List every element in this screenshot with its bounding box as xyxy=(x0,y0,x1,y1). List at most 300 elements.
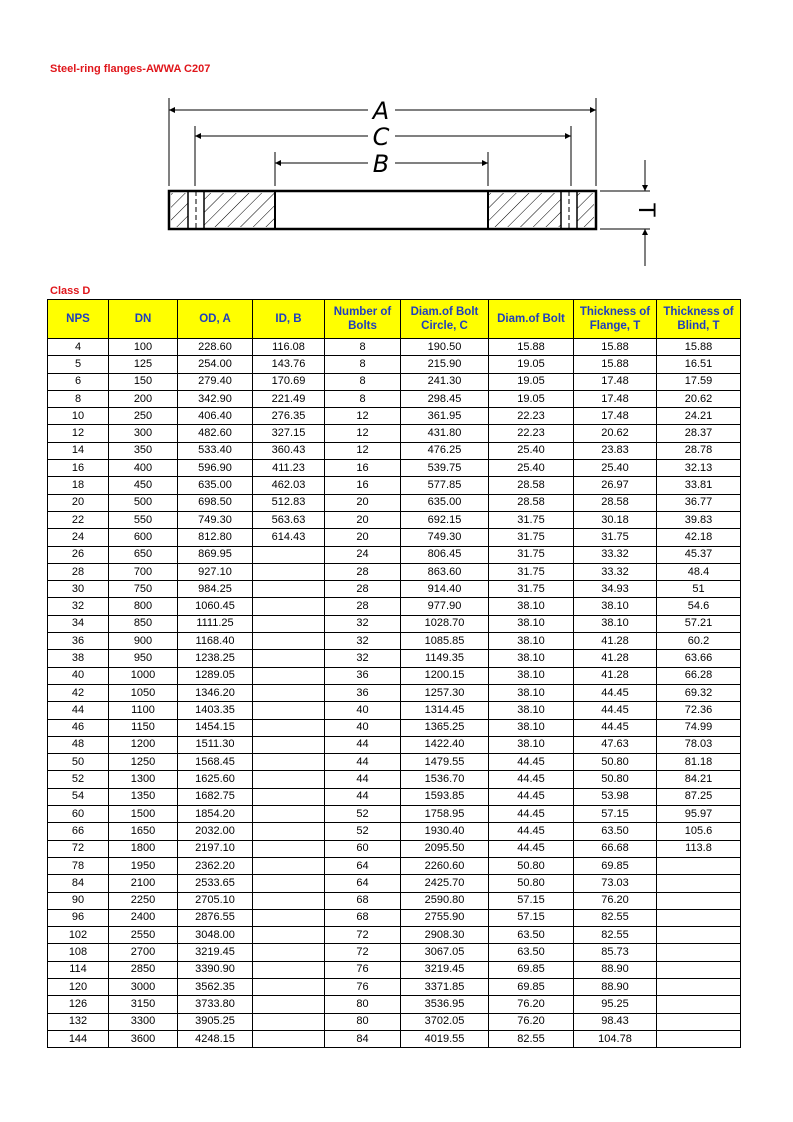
cell-bolt-circle: 431.80 xyxy=(401,425,489,442)
cell-id xyxy=(253,563,325,580)
cell-blind-thickness xyxy=(657,944,741,961)
cell-bolt-diameter: 38.10 xyxy=(489,667,574,684)
cell-blind-thickness: 57.21 xyxy=(657,615,741,632)
cell-bolt-diameter: 63.50 xyxy=(489,927,574,944)
cell-dn: 3000 xyxy=(109,978,178,995)
cell-blind-thickness xyxy=(657,978,741,995)
table-row xyxy=(48,840,741,857)
cell-bolt-circle: 476.25 xyxy=(401,442,489,459)
cell-blind-thickness: 36.77 xyxy=(657,494,741,511)
cell-bolt-count: 36 xyxy=(325,684,401,701)
cell-od: 406.40 xyxy=(178,408,253,425)
cell-dn: 2400 xyxy=(109,909,178,926)
cell-nps: 38 xyxy=(48,650,109,667)
cell-dn: 700 xyxy=(109,563,178,580)
cell-bolt-circle: 1758.95 xyxy=(401,806,489,823)
dimension-a-label: A xyxy=(372,97,390,125)
dimension-t-label: T xyxy=(633,203,658,217)
cell-blind-thickness: 69.32 xyxy=(657,684,741,701)
cell-nps: 126 xyxy=(48,996,109,1013)
cell-blind-thickness: 42.18 xyxy=(657,529,741,546)
cell-id: 116.08 xyxy=(253,339,325,356)
cell-id xyxy=(253,615,325,632)
cell-bolt-circle: 4019.55 xyxy=(401,1030,489,1047)
cell-dn: 850 xyxy=(109,615,178,632)
cell-bolt-circle: 1314.45 xyxy=(401,702,489,719)
table-row xyxy=(48,788,741,805)
cell-blind-thickness: 48.4 xyxy=(657,563,741,580)
cell-blind-thickness: 20.62 xyxy=(657,390,741,407)
cell-flange-thickness: 41.28 xyxy=(574,667,657,684)
cell-bolt-count: 84 xyxy=(325,1030,401,1047)
table-row xyxy=(48,339,741,356)
cell-bolt-diameter: 28.58 xyxy=(489,477,574,494)
cell-bolt-count: 8 xyxy=(325,356,401,373)
cell-blind-thickness: 54.6 xyxy=(657,598,741,615)
cell-od: 3048.00 xyxy=(178,927,253,944)
cell-bolt-count: 52 xyxy=(325,806,401,823)
cell-bolt-diameter: 44.45 xyxy=(489,806,574,823)
cell-blind-thickness xyxy=(657,857,741,874)
cell-od: 533.40 xyxy=(178,442,253,459)
cell-bolt-count: 64 xyxy=(325,875,401,892)
table-row xyxy=(48,494,741,511)
table-row xyxy=(48,823,741,840)
cell-nps: 114 xyxy=(48,961,109,978)
cell-bolt-circle: 298.45 xyxy=(401,390,489,407)
cell-bolt-circle: 3536.95 xyxy=(401,996,489,1013)
cell-flange-thickness: 30.18 xyxy=(574,511,657,528)
cell-flange-thickness: 98.43 xyxy=(574,1013,657,1030)
cell-nps: 36 xyxy=(48,633,109,650)
cell-dn: 750 xyxy=(109,581,178,598)
cell-bolt-circle: 3219.45 xyxy=(401,961,489,978)
cell-bolt-diameter: 19.05 xyxy=(489,390,574,407)
table-row xyxy=(48,408,741,425)
cell-flange-thickness: 26.97 xyxy=(574,477,657,494)
cell-bolt-count: 76 xyxy=(325,978,401,995)
cell-bolt-circle: 2260.60 xyxy=(401,857,489,874)
cell-dn: 250 xyxy=(109,408,178,425)
cell-od: 812.80 xyxy=(178,529,253,546)
cell-bolt-count: 12 xyxy=(325,408,401,425)
cell-nps: 108 xyxy=(48,944,109,961)
cell-dn: 3150 xyxy=(109,996,178,1013)
cell-bolt-diameter: 44.45 xyxy=(489,788,574,805)
cell-bolt-diameter: 31.75 xyxy=(489,581,574,598)
table-row xyxy=(48,857,741,874)
cell-bolt-diameter: 63.50 xyxy=(489,944,574,961)
cell-od: 228.60 xyxy=(178,339,253,356)
cell-bolt-diameter: 22.23 xyxy=(489,425,574,442)
cell-flange-thickness: 73.03 xyxy=(574,875,657,892)
cell-blind-thickness: 16.51 xyxy=(657,356,741,373)
cell-od: 698.50 xyxy=(178,494,253,511)
cell-id xyxy=(253,996,325,1013)
cell-od: 1060.45 xyxy=(178,598,253,615)
cell-id xyxy=(253,684,325,701)
cell-flange-thickness: 47.63 xyxy=(574,736,657,753)
cell-bolt-diameter: 50.80 xyxy=(489,857,574,874)
cell-bolt-count: 68 xyxy=(325,892,401,909)
cell-od: 2197.10 xyxy=(178,840,253,857)
cell-dn: 150 xyxy=(109,373,178,390)
cell-dn: 2700 xyxy=(109,944,178,961)
cell-nps: 54 xyxy=(48,788,109,805)
header-id: ID, B xyxy=(253,300,325,339)
cell-nps: 22 xyxy=(48,511,109,528)
cell-bolt-diameter: 38.10 xyxy=(489,633,574,650)
table-row xyxy=(48,373,741,390)
cell-dn: 1050 xyxy=(109,684,178,701)
cell-blind-thickness: 78.03 xyxy=(657,736,741,753)
cell-bolt-count: 36 xyxy=(325,667,401,684)
cell-id xyxy=(253,875,325,892)
table-row xyxy=(48,529,741,546)
table-row xyxy=(48,667,741,684)
cell-dn: 650 xyxy=(109,546,178,563)
cell-bolt-count: 44 xyxy=(325,771,401,788)
cell-dn: 550 xyxy=(109,511,178,528)
cell-od: 1854.20 xyxy=(178,806,253,823)
cell-id xyxy=(253,546,325,563)
cell-flange-thickness: 25.40 xyxy=(574,460,657,477)
table-row xyxy=(48,961,741,978)
cell-flange-thickness: 44.45 xyxy=(574,684,657,701)
cell-bolt-circle: 2425.70 xyxy=(401,875,489,892)
cell-flange-thickness: 82.55 xyxy=(574,909,657,926)
cell-dn: 1650 xyxy=(109,823,178,840)
cell-bolt-circle: 2590.80 xyxy=(401,892,489,909)
cell-flange-thickness: 95.25 xyxy=(574,996,657,1013)
cell-bolt-diameter: 19.05 xyxy=(489,356,574,373)
cell-bolt-diameter: 31.75 xyxy=(489,529,574,546)
cell-bolt-circle: 2095.50 xyxy=(401,840,489,857)
cell-bolt-count: 80 xyxy=(325,996,401,1013)
cell-id xyxy=(253,581,325,598)
cell-bolt-circle: 2755.90 xyxy=(401,909,489,926)
cell-blind-thickness xyxy=(657,1030,741,1047)
cell-bolt-circle: 635.00 xyxy=(401,494,489,511)
cell-dn: 600 xyxy=(109,529,178,546)
table-row xyxy=(48,1030,741,1047)
cell-od: 1568.45 xyxy=(178,754,253,771)
cell-od: 1403.35 xyxy=(178,702,253,719)
cell-flange-thickness: 57.15 xyxy=(574,806,657,823)
cell-id xyxy=(253,892,325,909)
cell-id: 143.76 xyxy=(253,356,325,373)
cell-nps: 72 xyxy=(48,840,109,857)
table-row xyxy=(48,702,741,719)
cell-id: 411.23 xyxy=(253,460,325,477)
cell-od: 1454.15 xyxy=(178,719,253,736)
cell-id xyxy=(253,909,325,926)
cell-od: 3219.45 xyxy=(178,944,253,961)
table-row xyxy=(48,978,741,995)
cell-blind-thickness xyxy=(657,892,741,909)
cell-dn: 450 xyxy=(109,477,178,494)
cell-bolt-count: 52 xyxy=(325,823,401,840)
cell-bolt-diameter: 25.40 xyxy=(489,442,574,459)
cell-bolt-count: 32 xyxy=(325,650,401,667)
cell-id xyxy=(253,944,325,961)
flange-diagram xyxy=(150,88,670,270)
cell-dn: 1350 xyxy=(109,788,178,805)
cell-flange-thickness: 66.68 xyxy=(574,840,657,857)
cell-bolt-count: 28 xyxy=(325,563,401,580)
cell-flange-thickness: 15.88 xyxy=(574,339,657,356)
table-row xyxy=(48,892,741,909)
table-row xyxy=(48,1013,741,1030)
cell-bolt-diameter: 28.58 xyxy=(489,494,574,511)
cell-od: 749.30 xyxy=(178,511,253,528)
cell-dn: 100 xyxy=(109,339,178,356)
cell-bolt-count: 44 xyxy=(325,754,401,771)
table-row xyxy=(48,996,741,1013)
cell-flange-thickness: 41.28 xyxy=(574,650,657,667)
cell-od: 3390.90 xyxy=(178,961,253,978)
cell-flange-thickness: 17.48 xyxy=(574,408,657,425)
cell-bolt-count: 32 xyxy=(325,633,401,650)
cell-bolt-circle: 241.30 xyxy=(401,373,489,390)
table-row xyxy=(48,546,741,563)
table-row xyxy=(48,460,741,477)
cell-blind-thickness: 51 xyxy=(657,581,741,598)
table-body xyxy=(48,339,741,1048)
cell-dn: 2550 xyxy=(109,927,178,944)
cell-bolt-count: 40 xyxy=(325,702,401,719)
table-row xyxy=(48,356,741,373)
table-row xyxy=(48,650,741,667)
cell-dn: 1300 xyxy=(109,771,178,788)
dimension-b-label: B xyxy=(372,150,390,178)
cell-id xyxy=(253,857,325,874)
cell-dn: 1950 xyxy=(109,857,178,874)
cell-od: 3905.25 xyxy=(178,1013,253,1030)
cell-bolt-circle: 749.30 xyxy=(401,529,489,546)
cell-blind-thickness: 39.83 xyxy=(657,511,741,528)
cell-blind-thickness xyxy=(657,996,741,1013)
cell-od: 1111.25 xyxy=(178,615,253,632)
cell-flange-thickness: 33.32 xyxy=(574,546,657,563)
cell-bolt-circle: 215.90 xyxy=(401,356,489,373)
cell-blind-thickness: 45.37 xyxy=(657,546,741,563)
cell-bolt-circle: 692.15 xyxy=(401,511,489,528)
cell-bolt-diameter: 44.45 xyxy=(489,823,574,840)
cell-bolt-circle: 1422.40 xyxy=(401,736,489,753)
cell-od: 1682.75 xyxy=(178,788,253,805)
cell-dn: 300 xyxy=(109,425,178,442)
cell-nps: 6 xyxy=(48,373,109,390)
cell-nps: 28 xyxy=(48,563,109,580)
cell-bolt-count: 20 xyxy=(325,494,401,511)
table-row xyxy=(48,875,741,892)
table-row xyxy=(48,425,741,442)
cell-blind-thickness: 105.6 xyxy=(657,823,741,840)
cell-flange-thickness: 34.93 xyxy=(574,581,657,598)
cell-bolt-diameter: 44.45 xyxy=(489,840,574,857)
cell-nps: 90 xyxy=(48,892,109,909)
cell-bolt-diameter: 57.15 xyxy=(489,909,574,926)
cell-od: 342.90 xyxy=(178,390,253,407)
cell-bolt-count: 44 xyxy=(325,736,401,753)
cell-dn: 1100 xyxy=(109,702,178,719)
cell-blind-thickness xyxy=(657,1013,741,1030)
cell-blind-thickness: 74.99 xyxy=(657,719,741,736)
cell-flange-thickness: 20.62 xyxy=(574,425,657,442)
table-row xyxy=(48,771,741,788)
cell-od: 1511.30 xyxy=(178,736,253,753)
cell-flange-thickness: 23.83 xyxy=(574,442,657,459)
cell-od: 635.00 xyxy=(178,477,253,494)
cell-nps: 84 xyxy=(48,875,109,892)
flange-section xyxy=(169,191,596,229)
cell-dn: 400 xyxy=(109,460,178,477)
cell-od: 3562.35 xyxy=(178,978,253,995)
cell-bolt-circle: 1930.40 xyxy=(401,823,489,840)
header-bolt-count: Number of Bolts xyxy=(325,300,401,339)
cell-id xyxy=(253,840,325,857)
cell-bolt-count: 12 xyxy=(325,425,401,442)
cell-blind-thickness xyxy=(657,927,741,944)
cell-bolt-diameter: 76.20 xyxy=(489,996,574,1013)
cell-bolt-count: 64 xyxy=(325,857,401,874)
cell-dn: 125 xyxy=(109,356,178,373)
cell-nps: 50 xyxy=(48,754,109,771)
header-bolt-circle: Diam.of Bolt Circle, C xyxy=(401,300,489,339)
cell-id xyxy=(253,633,325,650)
cell-blind-thickness: 24.21 xyxy=(657,408,741,425)
cell-id xyxy=(253,771,325,788)
cell-nps: 144 xyxy=(48,1030,109,1047)
cell-od: 1238.25 xyxy=(178,650,253,667)
cell-bolt-circle: 914.40 xyxy=(401,581,489,598)
cell-flange-thickness: 76.20 xyxy=(574,892,657,909)
table-header xyxy=(48,300,741,339)
cell-od: 254.00 xyxy=(178,356,253,373)
cell-blind-thickness: 63.66 xyxy=(657,650,741,667)
table-row xyxy=(48,598,741,615)
cell-od: 927.10 xyxy=(178,563,253,580)
cell-dn: 2250 xyxy=(109,892,178,909)
cell-od: 869.95 xyxy=(178,546,253,563)
cell-bolt-circle: 1536.70 xyxy=(401,771,489,788)
cell-bolt-circle: 1593.85 xyxy=(401,788,489,805)
cell-od: 2705.10 xyxy=(178,892,253,909)
cell-bolt-diameter: 31.75 xyxy=(489,511,574,528)
cell-bolt-diameter: 38.10 xyxy=(489,615,574,632)
cell-bolt-count: 32 xyxy=(325,615,401,632)
cell-bolt-diameter: 44.45 xyxy=(489,754,574,771)
cell-bolt-diameter: 31.75 xyxy=(489,546,574,563)
cell-nps: 48 xyxy=(48,736,109,753)
cell-bolt-diameter: 38.10 xyxy=(489,719,574,736)
cell-nps: 40 xyxy=(48,667,109,684)
cell-id: 170.69 xyxy=(253,373,325,390)
cell-nps: 132 xyxy=(48,1013,109,1030)
header-row xyxy=(48,300,741,339)
cell-dn: 1800 xyxy=(109,840,178,857)
cell-id xyxy=(253,978,325,995)
cell-flange-thickness: 17.48 xyxy=(574,390,657,407)
cell-flange-thickness: 85.73 xyxy=(574,944,657,961)
cell-bolt-circle: 539.75 xyxy=(401,460,489,477)
cell-od: 2362.20 xyxy=(178,857,253,874)
table-row xyxy=(48,806,741,823)
cell-bolt-circle: 863.60 xyxy=(401,563,489,580)
flange-dimensions-table xyxy=(47,299,741,1048)
cell-flange-thickness: 28.58 xyxy=(574,494,657,511)
cell-bolt-circle: 3067.05 xyxy=(401,944,489,961)
cell-bolt-count: 60 xyxy=(325,840,401,857)
cell-bolt-diameter: 31.75 xyxy=(489,563,574,580)
cell-nps: 10 xyxy=(48,408,109,425)
cell-od: 2876.55 xyxy=(178,909,253,926)
cell-flange-thickness: 31.75 xyxy=(574,529,657,546)
cell-od: 1625.60 xyxy=(178,771,253,788)
cell-blind-thickness: 32.13 xyxy=(657,460,741,477)
cell-nps: 96 xyxy=(48,909,109,926)
cell-bolt-diameter: 69.85 xyxy=(489,978,574,995)
table-row xyxy=(48,909,741,926)
cell-bolt-diameter: 38.10 xyxy=(489,650,574,667)
cell-flange-thickness: 69.85 xyxy=(574,857,657,874)
cell-od: 4248.15 xyxy=(178,1030,253,1047)
cell-nps: 42 xyxy=(48,684,109,701)
cell-bolt-diameter: 57.15 xyxy=(489,892,574,909)
cell-nps: 5 xyxy=(48,356,109,373)
header-nps: NPS xyxy=(48,300,109,339)
cell-nps: 4 xyxy=(48,339,109,356)
cell-bolt-circle: 3702.05 xyxy=(401,1013,489,1030)
cell-bolt-count: 28 xyxy=(325,581,401,598)
cell-dn: 2100 xyxy=(109,875,178,892)
table-row xyxy=(48,944,741,961)
cell-nps: 46 xyxy=(48,719,109,736)
cell-id xyxy=(253,702,325,719)
cell-nps: 60 xyxy=(48,806,109,823)
cell-nps: 32 xyxy=(48,598,109,615)
cell-blind-thickness: 87.25 xyxy=(657,788,741,805)
cell-bolt-count: 8 xyxy=(325,339,401,356)
cell-id: 360.43 xyxy=(253,442,325,459)
header-bolt-diameter: Diam.of Bolt xyxy=(489,300,574,339)
cell-nps: 16 xyxy=(48,460,109,477)
cell-bolt-diameter: 44.45 xyxy=(489,771,574,788)
cell-dn: 1150 xyxy=(109,719,178,736)
cell-blind-thickness: 66.28 xyxy=(657,667,741,684)
cell-bolt-circle: 577.85 xyxy=(401,477,489,494)
cell-od: 596.90 xyxy=(178,460,253,477)
cell-id: 327.15 xyxy=(253,425,325,442)
cell-bolt-count: 20 xyxy=(325,511,401,528)
cell-bolt-diameter: 38.10 xyxy=(489,598,574,615)
cell-bolt-diameter: 38.10 xyxy=(489,684,574,701)
cell-bolt-circle: 806.45 xyxy=(401,546,489,563)
cell-bolt-count: 80 xyxy=(325,1013,401,1030)
cell-nps: 30 xyxy=(48,581,109,598)
cell-od: 2533.65 xyxy=(178,875,253,892)
cell-blind-thickness xyxy=(657,909,741,926)
table-row xyxy=(48,736,741,753)
cell-flange-thickness: 38.10 xyxy=(574,598,657,615)
cell-id: 614.43 xyxy=(253,529,325,546)
cell-dn: 3600 xyxy=(109,1030,178,1047)
table-row xyxy=(48,563,741,580)
table-row xyxy=(48,615,741,632)
cell-dn: 500 xyxy=(109,494,178,511)
cell-nps: 52 xyxy=(48,771,109,788)
